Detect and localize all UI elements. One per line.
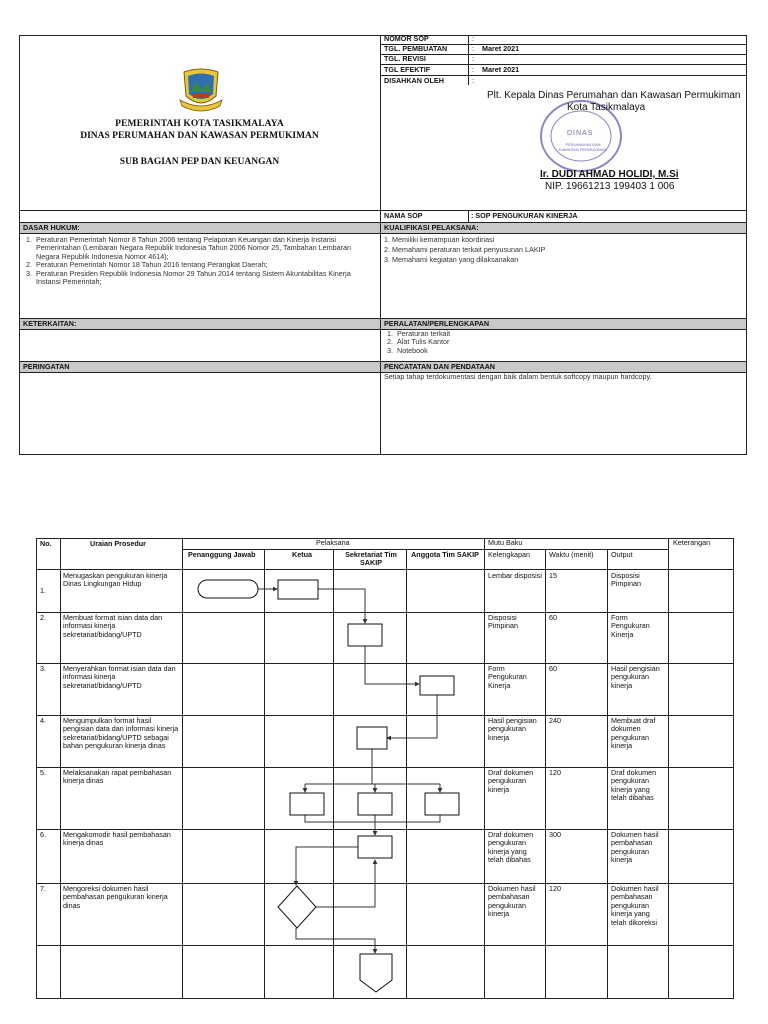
row-uraian: Melaksanakan rapat pembahasan kinerja dinas: [63, 768, 172, 786]
row-uraian: Mengoreksi dokumen hasil pembahasan pengukuran kinerja dinas: [63, 884, 168, 910]
peralatan-item: 1. Peraturan terkait: [395, 330, 681, 338]
field-label-nomor-sop: NOMOR SOP: [384, 34, 429, 43]
dasar-hukum-list: [20, 236, 372, 286]
city-logo: [176, 66, 226, 112]
row-kelengkapan: Draf dokumen pengukuran kinerja: [488, 768, 534, 794]
row-waktu: 300: [549, 830, 561, 839]
row-waktu: 120: [549, 884, 561, 893]
row-output: Disposisi Pimpinan: [611, 571, 641, 589]
field-label-disahkan: DISAHKAN OLEH: [384, 76, 444, 85]
peralatan-title: PERALATAN/PERLENGKAPAN: [384, 319, 490, 328]
col-uraian: Uraian Prosedur: [90, 539, 146, 548]
actor-ketua: Ketua: [292, 550, 312, 559]
actor-penanggung-jawab: Penanggung Jawab: [188, 550, 256, 559]
row-waktu: 120: [549, 768, 561, 777]
sub-bagian-title: SUB BAGIAN PEP DAN KEUANGAN: [119, 157, 280, 167]
field-sep: :: [472, 65, 474, 74]
field-sep: :: [472, 34, 474, 43]
kualifikasi-item: 2. Memahami peraturan terkait penyusunan LAKIP: [384, 245, 546, 254]
dasar-hukum-title: DASAR HUKUM:: [23, 223, 80, 232]
pencatatan-title: PENCATATAN DAN PENDATAAN: [384, 362, 495, 371]
actor-anggota: Anggota Tim SAKIP: [411, 550, 479, 559]
row-output: Dokumen hasil pembahasan pengukuran kinerja yang telah dikoreksi: [611, 884, 659, 927]
signer-nip: NIP. 19661213 199403 1 006: [545, 181, 675, 192]
row-uraian: Mengakomodir hasil pembahasan kinerja dinas: [63, 830, 171, 848]
row-waktu: 60: [549, 613, 557, 622]
col-waktu: Waktu (menit): [549, 550, 594, 559]
field-value-tgl-efektif: Maret 2021: [482, 65, 520, 74]
approver-line1: Plt. Kepala Dinas Perumahan dan Kawasan Permukiman: [487, 90, 741, 101]
agency-title: DINAS PERUMAHAN DAN KAWASAN PERMUKIMAN: [80, 131, 319, 141]
dasar-hukum-item: 1. Peraturan Pemerintah Nomor 8 Tahun 2006 tentang Pelaporan Keuangan dan Kinerja Instansi Pemerintahan (Lembaran Negara Republik Indonesia Tahun 2006 Nomor 25, Tambahan Lembaran Negara Republik Indonesia Nomor 4614);: [34, 236, 372, 261]
row-output: Draf dokumen pengukuran kinerja yang telah dibahas: [611, 768, 657, 803]
row-no: 6.: [40, 830, 46, 839]
row-output: Form Pengukuran Kinerja: [611, 613, 650, 639]
row-waktu: 15: [549, 571, 557, 580]
kualifikasi-item: 1. Memiliki kemampuan koordinasi: [384, 235, 495, 244]
peralatan-list: [381, 330, 681, 355]
peralatan-item: 2. Alat Tulis Kantor: [395, 338, 681, 346]
dasar-hukum-item: 3. Peraturan Presiden Republik Indonesia Nomor 29 Tahun 2014 tentang Sistem Akuntabilitas Kinerja Instansi Pemerintah;: [34, 270, 372, 287]
row-kelengkapan: Form Pengukuran Kinerja: [488, 664, 527, 690]
col-keterangan: Keterangan: [673, 538, 711, 547]
row-output: Dokumen hasil pembahasan pengukuran kinerja: [611, 830, 659, 865]
keterkaitan-title: KETERKAITAN:: [23, 319, 77, 328]
row-no: 4.: [40, 716, 46, 725]
col-output: Output: [611, 550, 633, 559]
col-pelaksana: Pelaksana: [316, 538, 350, 547]
field-sep: :: [472, 44, 474, 53]
row-uraian: Menugaskan pengukuran kinerja Dinas Lingkungan Hidup: [63, 571, 168, 589]
approver-line2: Kota Tasikmalaya: [567, 102, 646, 113]
row-no: 2.: [40, 613, 46, 622]
field-label-tgl-efektif: TGL EFEKTIF: [384, 65, 431, 74]
row-no: 7.: [40, 884, 46, 893]
stamp-text: DINAS: [567, 130, 594, 137]
field-sep: :: [472, 76, 474, 85]
nama-sop-value: : SOP PENGUKURAN KINERJA: [471, 211, 578, 220]
kualifikasi-item: 3. Memahami kegiatan yang dilaksanakan: [384, 255, 519, 264]
col-mutu: Mutu Baku: [488, 538, 523, 547]
row-uraian: Menyerahkan format isian data dan informasi kinerja sekretariat/bidang/UPTD: [63, 664, 176, 690]
pencatatan-text: Setiap tahap terdokumentasi dengan baik dalam bentuk softcopy maupun hardcopy.: [384, 372, 652, 381]
row-uraian: Mengumpulkan format hasil pengisian data dan informasi kinerja sekretariat/bidang/UPTD sebagai bahan pengukuran kinerja dinas: [63, 716, 179, 751]
row-kelengkapan: Hasil pengisian pengukuran kinerja: [488, 716, 537, 742]
field-label-tgl-revisi: TGL. REVISI: [384, 54, 426, 63]
signer-name: Ir. DUDI AHMAD HOLIDI, M.Si: [540, 169, 679, 180]
row-no: 1.: [40, 586, 46, 595]
row-kelengkapan: Disposisi Pimpinan: [488, 613, 518, 631]
row-kelengkapan: Lembar disposisi: [488, 571, 542, 580]
actor-sekretariat: Sekretariat Tim SAKIP: [345, 550, 397, 568]
row-waktu: 240: [549, 716, 561, 725]
row-output: Hasil pengisian pengukuran kinerja: [611, 664, 660, 690]
row-no: 5.: [40, 768, 46, 777]
row-kelengkapan: Draf dokumen pengukuran kinerja yang telah dibahas: [488, 830, 534, 865]
col-no: No.: [40, 539, 52, 548]
stamp-subtext: PERUMAHAN DAN KAWASAN PERMUKIMAN: [559, 142, 607, 152]
nama-sop-label: NAMA SOP: [384, 211, 423, 220]
kualifikasi-title: KUALIFIKASI PELAKSANA:: [384, 223, 479, 232]
row-uraian: Membuat format isian data dan informasi kinerja sekretariat/bidang/UPTD: [63, 613, 163, 639]
field-value-tgl-pembuatan: Maret 2021: [482, 44, 520, 53]
row-output: Membuat draf dokumen pengukuran kinerja: [611, 716, 656, 751]
peringatan-title: PERINGATAN: [23, 362, 70, 371]
gov-title: PEMERINTAH KOTA TASIKMALAYA: [115, 119, 284, 129]
row-waktu: 60: [549, 664, 557, 673]
dasar-hukum-item: 2. Peraturan Pemerintah Nomor 18 Tahun 2016 tentang Perangkat Daerah;: [34, 261, 372, 269]
col-kelengkapan: Kelengkapan: [488, 550, 530, 559]
row-no: 3.: [40, 664, 46, 673]
field-label-tgl-pembuatan: TGL. PEMBUATAN: [384, 44, 448, 53]
row-kelengkapan: Dokumen hasil pembahasan pengukuran kinerja: [488, 884, 536, 919]
city-emblem-icon: [176, 66, 226, 112]
field-sep: :: [472, 54, 474, 63]
peralatan-item: 3. Notebook: [395, 347, 681, 355]
